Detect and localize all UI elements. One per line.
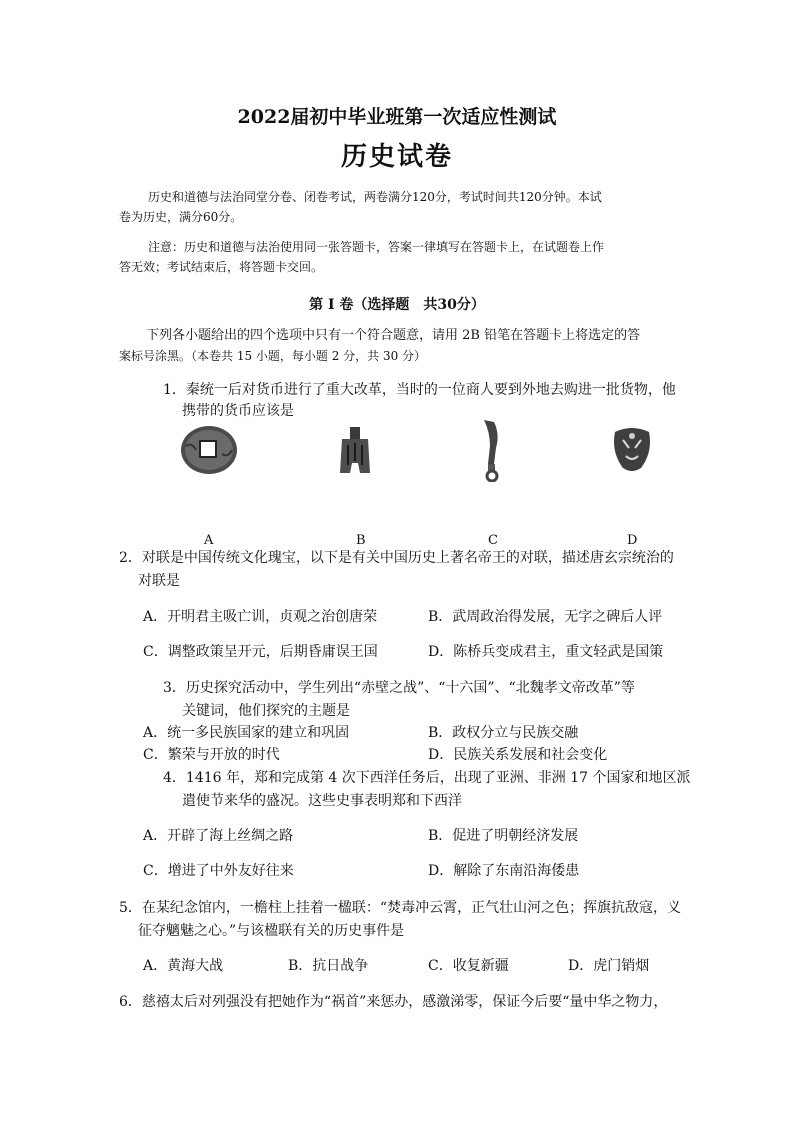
question-4-option-d: D．解除了东南沿海倭患	[428, 863, 580, 879]
question-2-option-a: A．开明君主吸亡训，贞观之治创唐荣	[143, 609, 378, 625]
question-2-option-b: B．武周政治得发展，无字之碑后人评	[428, 609, 663, 625]
question-5-option-d: D．虎门销烟	[568, 958, 650, 974]
intro-line-2: 卷为历史，满分60分。	[119, 210, 243, 224]
question-3-option-d: D．民族关系发展和社会变化	[428, 747, 608, 763]
question-5-line-1: 5．在某纪念馆内，一檐柱上挂着一楹联：“焚毒冲云霄，正气壮山河之色；挥旗抗敌寇，义	[119, 900, 682, 916]
spade-money-icon	[336, 425, 374, 475]
question-2-line-2: 对联是	[138, 573, 180, 589]
question-1-line-2: 携带的货币应该是	[182, 403, 294, 419]
option-label-d: D	[627, 533, 638, 548]
knife-money-icon	[480, 418, 506, 482]
option-label-c: C	[488, 533, 498, 548]
question-6-line-1: 6．慈禧太后对列强没有把她作为“祸首”来惩办，感激涕零，保证今后要“量中华之物力，	[119, 994, 668, 1010]
section-instruction-1: 下列各小题给出的四个选项中只有一个符合题意，请用 2B 铅笔在答题卡上将选定的答	[146, 328, 641, 343]
question-2-option-d: D．陈桥兵变成君主，重文轻武是国策	[428, 644, 664, 660]
question-4-line-1: 4．1416 年，郑和完成第 4 次下西洋任务后，出现了亚洲、非洲 17 个国家和地区派	[163, 770, 691, 786]
section-instruction-2: 案标号涂黑。（本卷共 15 小题，每小题 2 分，共 30 分）	[119, 349, 427, 363]
question-5-option-b: B．抗日战争	[288, 958, 369, 974]
intro-note-2: 答无效；考试结束后，将答题卡交回。	[119, 260, 324, 274]
intro-line-1: 历史和道德与法治同堂分卷、闭卷考试，两卷满分120分，考试时间共120分钟。本试	[148, 190, 602, 204]
question-5-line-2: 征夺魑魅之心。”与该楹联有关的历史事件是	[138, 923, 405, 939]
question-3-line-2: 关键词，他们探究的主题是	[182, 703, 350, 719]
question-1-line-1: 1．秦统一后对货币进行了重大改革，当时的一位商人要到外地去购进一批货物，他	[163, 382, 676, 398]
exam-subject: 历史试卷	[340, 142, 453, 172]
question-4-option-c: C．增进了中外友好往来	[143, 863, 294, 879]
section-title: 第 I 卷（选择题 共30分）	[309, 297, 485, 313]
question-3-option-a: A．统一多民族国家的建立和巩固	[143, 725, 350, 741]
round-coin-square-hole-icon	[178, 424, 240, 476]
question-3-option-b: B．政权分立与民族交融	[428, 725, 579, 741]
question-4-option-a: A．开辟了海上丝绸之路	[143, 828, 294, 844]
question-2-option-c: C．调整政策呈开元，后期昏庸误王国	[143, 644, 378, 660]
ant-nose-money-icon	[611, 426, 653, 474]
question-5-option-a: A．黄海大战	[143, 958, 224, 974]
question-5-option-c: C．收复新疆	[428, 958, 509, 974]
question-4-option-b: B．促进了明朝经济发展	[428, 828, 579, 844]
question-3-line-1: 3．历史探究活动中，学生列出“赤壁之战”、“十六国”、“北魏孝文帝改革”等	[163, 680, 635, 696]
option-label-b: B	[356, 533, 366, 548]
intro-note-1: 注意：历史和道德与法治使用同一张答题卡，答案一律填写在答题卡上，在试题卷上作	[148, 240, 605, 254]
option-label-a: A	[204, 533, 214, 548]
exam-title: 2022届初中毕业班第一次适应性测试	[237, 106, 557, 128]
question-2-line-1: 2．对联是中国传统文化瑰宝，以下是有关中国历史上著名帝王的对联，描述唐玄宗统治的	[119, 550, 674, 566]
question-3-option-c: C．繁荣与开放的时代	[143, 747, 280, 763]
question-4-line-2: 遣使节来华的盛况。这些史事表明郑和下西洋	[182, 793, 462, 809]
